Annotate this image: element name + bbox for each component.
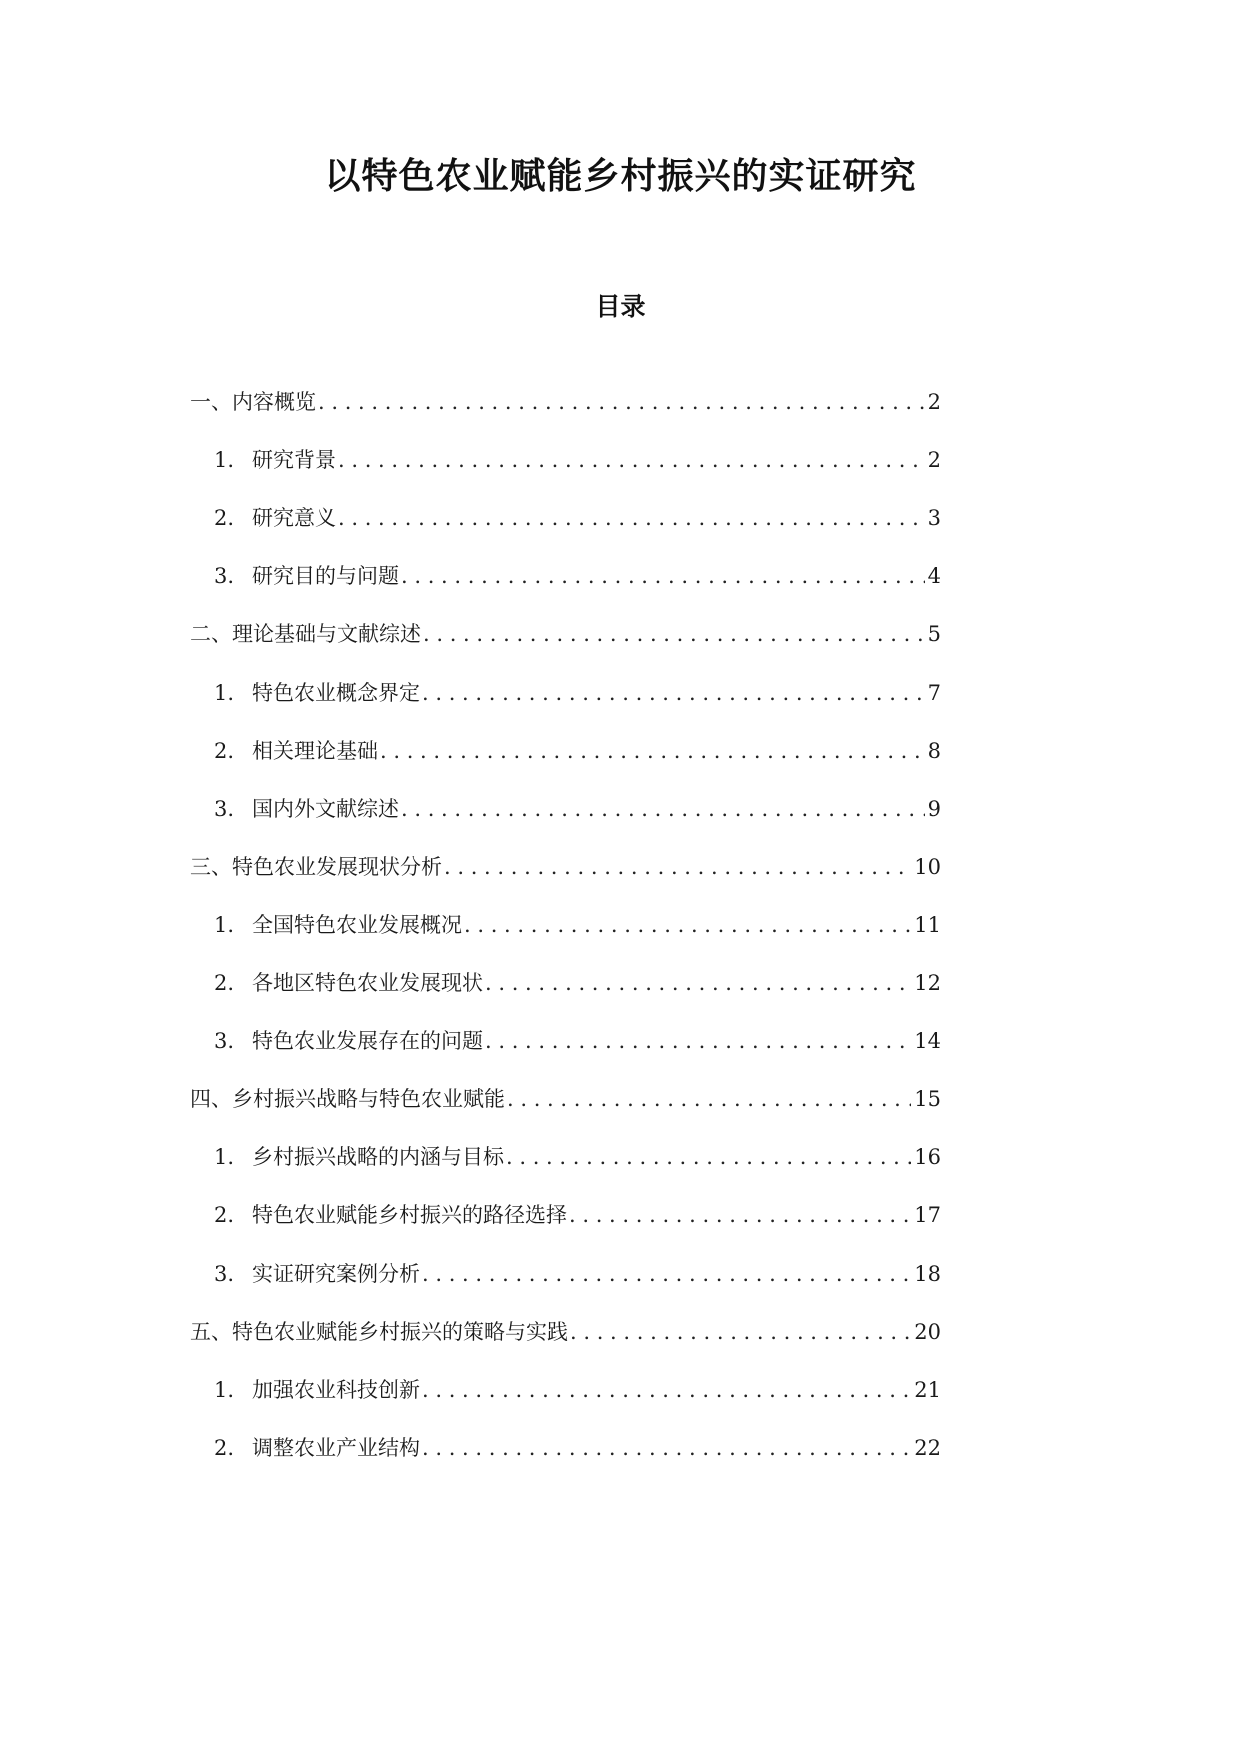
toc-dot-leader (318, 382, 925, 422)
toc-entry-number: 3. (214, 564, 235, 589)
toc-chapter-entry[interactable] (190, 382, 941, 422)
toc-entry-number: 2. (214, 506, 235, 531)
toc-entry-title: 相关理论基础 (252, 738, 378, 763)
toc-entry-title: 研究目的与问题 (252, 564, 399, 589)
toc-dot-leader (485, 963, 911, 1003)
toc-dot-leader (570, 1312, 911, 1352)
toc-dot-leader (401, 556, 925, 596)
toc-entry-title: 全国特色农业发展概况 (252, 912, 462, 937)
toc-entry-number: 3. (214, 796, 235, 821)
toc-page-number: 17 (914, 1203, 941, 1228)
toc-entry-title: 国内外文献综述 (252, 796, 399, 821)
toc-section-entry[interactable] (214, 498, 941, 538)
toc-dot-leader (444, 847, 911, 887)
toc-entry-number: 3. (214, 1029, 235, 1054)
toc-entry-number: 2. (214, 1435, 235, 1460)
toc-dot-leader (423, 614, 925, 654)
toc-chapter-entry[interactable] (190, 614, 941, 654)
toc-entry-title: 五、特色农业赋能乡村振兴的策略与实践 (190, 1319, 568, 1344)
toc-page-number: 4 (927, 564, 941, 589)
toc-entry-number: 1. (214, 1377, 235, 1402)
toc-dot-leader (485, 1021, 911, 1061)
toc-dot-leader (507, 1079, 911, 1119)
toc-section-entry[interactable] (214, 1195, 941, 1235)
toc-entry-title: 一、内容概览 (190, 390, 316, 414)
toc-page-number: 18 (914, 1261, 941, 1286)
toc-entry-title: 特色农业概念界定 (252, 680, 420, 705)
toc-entry-title: 特色农业发展存在的问题 (252, 1029, 483, 1054)
toc-dot-leader (422, 1254, 911, 1294)
toc-section-entry[interactable] (214, 673, 941, 713)
toc-page-number: 12 (914, 971, 941, 995)
toc-page-number: 7 (927, 680, 941, 705)
toc-entry-number: 1. (214, 680, 235, 705)
toc-entry-number: 2. (214, 1203, 235, 1228)
toc-section-entry[interactable] (214, 1137, 941, 1177)
toc-page-number: 11 (914, 912, 941, 937)
toc-page-number: 2 (927, 448, 941, 473)
toc-section-entry[interactable] (214, 1254, 941, 1294)
toc-section-entry[interactable] (214, 1370, 941, 1410)
toc-section-entry[interactable] (214, 963, 941, 1003)
toc-entry-title: 调整农业产业结构 (252, 1435, 420, 1460)
toc-page-number: 22 (914, 1435, 941, 1460)
toc-dot-leader (422, 1428, 911, 1468)
toc-section-entry[interactable] (214, 556, 941, 596)
toc-chapter-entry[interactable] (190, 847, 941, 887)
toc-page-number: 14 (914, 1029, 941, 1054)
toc-entry-number: 1. (214, 912, 235, 937)
toc-page-number: 3 (927, 506, 941, 531)
toc-section-entry[interactable] (214, 731, 941, 771)
toc-dot-leader (422, 673, 925, 713)
toc-page-number: 20 (914, 1319, 941, 1344)
toc-entry-title: 加强农业科技创新 (252, 1377, 420, 1402)
toc-page-number: 15 (914, 1087, 941, 1112)
toc-entry-title: 各地区特色农业发展现状 (252, 971, 483, 995)
toc-entry-title: 二、理论基础与文献综述 (190, 622, 421, 647)
toc-dot-leader (569, 1195, 911, 1235)
toc-page-number: 2 (927, 390, 941, 414)
toc-section-entry[interactable] (214, 789, 941, 829)
toc-section-entry[interactable] (214, 1021, 941, 1061)
toc-entry-number: 2. (214, 738, 235, 763)
toc-entry-title: 研究背景 (252, 448, 336, 473)
toc-heading: 目录 (595, 292, 646, 321)
toc-dot-leader (401, 789, 925, 829)
toc-dot-leader (464, 905, 911, 945)
toc-entry-number: 1. (214, 1145, 235, 1170)
toc-entry-number: 3. (214, 1261, 235, 1286)
toc-chapter-entry[interactable] (190, 1312, 941, 1352)
toc-page-number: 8 (927, 738, 941, 763)
document-title: 以特色农业赋能乡村振兴的实证研究 (324, 156, 917, 197)
toc-dot-leader (506, 1137, 911, 1177)
toc-page-number: 9 (927, 796, 941, 821)
toc-entry-number: 1. (214, 448, 235, 473)
toc-section-entry[interactable] (214, 905, 941, 945)
toc-entry-title: 乡村振兴战略的内涵与目标 (252, 1145, 504, 1170)
toc-entry-number: 2. (214, 971, 235, 995)
toc-page-number: 16 (914, 1145, 941, 1170)
toc-page-number: 21 (914, 1377, 941, 1402)
toc-page-number: 10 (914, 854, 941, 879)
toc-dot-leader (380, 731, 925, 771)
toc-dot-leader (338, 498, 925, 538)
toc-page-number: 5 (927, 622, 941, 647)
toc-dot-leader (338, 440, 925, 480)
toc-entry-title: 实证研究案例分析 (252, 1261, 420, 1286)
toc-entry-title: 研究意义 (252, 506, 336, 531)
toc-section-entry[interactable] (214, 1428, 941, 1468)
toc-entry-title: 三、特色农业发展现状分析 (190, 854, 442, 879)
toc-dot-leader (422, 1370, 911, 1410)
toc-entry-title: 四、乡村振兴战略与特色农业赋能 (190, 1087, 505, 1112)
toc-section-entry[interactable] (214, 440, 941, 480)
toc-entry-title: 特色农业赋能乡村振兴的路径选择 (252, 1203, 567, 1228)
toc-chapter-entry[interactable] (190, 1079, 941, 1119)
